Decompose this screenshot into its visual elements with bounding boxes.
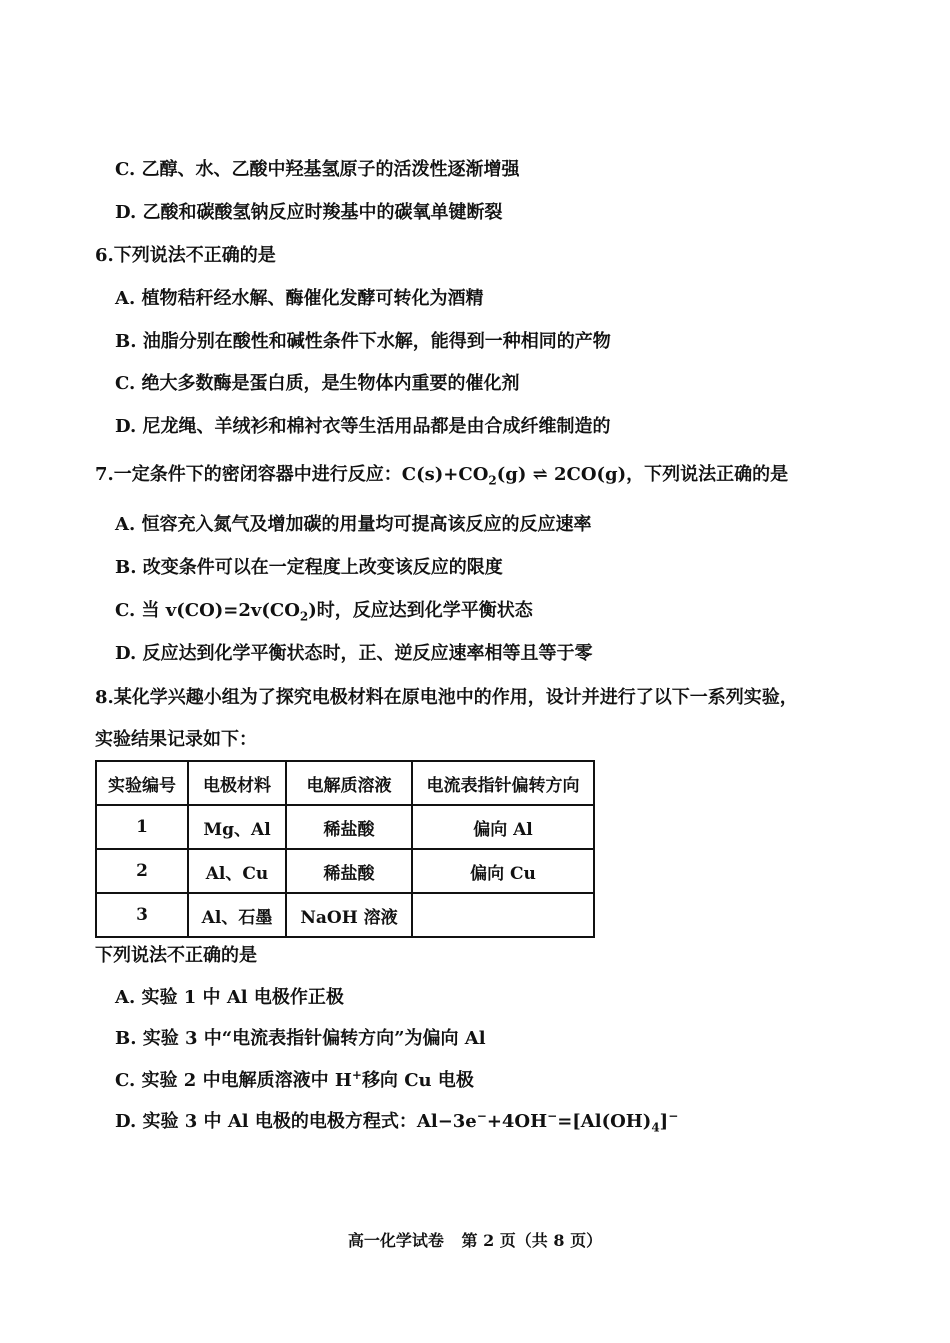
q8-d-sup3: − [668, 1109, 679, 1123]
q8-c-pre: C. 实验 2 中电解质溶液中 H [115, 1070, 352, 1091]
q7-c-pre: C. 当 v(CO)=2v(CO [115, 600, 300, 621]
page-footer [0, 1228, 950, 1251]
footer-page-number: 第 2 页（共 8 页） [461, 1231, 603, 1250]
q8-d-sup1: − [476, 1109, 487, 1123]
table-cell: 3 [96, 893, 188, 937]
q6-option-d: D. 尼龙绳、羊绒衫和棉衬衣等生活用品都是由合成纤维制造的 [115, 416, 611, 437]
q8-d-pre: D. 实验 3 中 Al 电极的电极方程式：Al−3e [115, 1111, 477, 1132]
q8-option-b: B. 实验 3 中“电流表指针偏转方向”为偏向 Al [115, 1028, 486, 1049]
q6-stem: 6.下列说法不正确的是 [95, 245, 276, 266]
q8-d-mid: +4OH [486, 1111, 548, 1132]
q5-option-d: D. 乙酸和碳酸氢钠反应时羧基中的碳氧单键断裂 [115, 202, 503, 223]
q8-d-sub: 4 [651, 1120, 660, 1135]
q6-option-c: C. 绝大多数酶是蛋白质，是生物体内重要的催化剂 [115, 373, 520, 394]
q7-option-a: A. 恒容充入氮气及增加碳的用量均可提高该反应的反应速率 [115, 514, 592, 535]
table-cell: 1 [96, 805, 188, 849]
table-cell: Mg、Al [188, 805, 286, 849]
table-cell: 偏向 Cu [412, 849, 594, 893]
q7-stem-post: (g) ⇌ 2CO(g)，下列说法正确的是 [496, 464, 789, 485]
q7-option-b: B. 改变条件可以在一定程度上改变该反应的限度 [115, 557, 503, 578]
table-cell [412, 893, 594, 937]
q8-d-post: ] [659, 1111, 669, 1132]
q8-option-c [115, 1069, 474, 1093]
table-cell: 稀盐酸 [286, 805, 412, 849]
q6-option-a: A. 植物秸秆经水解、酶催化发酵可转化为酒精 [115, 288, 484, 309]
table-cell: 稀盐酸 [286, 849, 412, 893]
table-cell: Al、Cu [188, 849, 286, 893]
table-header: 电极材料 [188, 761, 286, 805]
q7-stem-pre: 7.一定条件下的密闭容器中进行反应：C(s)+CO [95, 464, 489, 485]
table-row [96, 805, 594, 849]
q7-stem [95, 463, 788, 487]
table-cell: NaOH 溶液 [286, 893, 412, 937]
q8-question: 下列说法不正确的是 [95, 945, 257, 966]
q8-option-a: A. 实验 1 中 Al 电极作正极 [115, 987, 344, 1008]
q6-option-b: B. 油脂分别在酸性和碱性条件下水解，能得到一种相同的产物 [115, 331, 611, 352]
q7-c-post: )时，反应达到化学平衡状态 [308, 600, 533, 621]
q7-option-c [115, 599, 533, 623]
table-row [96, 893, 594, 937]
q7-option-d: D. 反应达到化学平衡状态时，正、逆反应速率相等且等于零 [115, 643, 593, 664]
q5-option-c: C. 乙醇、水、乙酸中羟基氢原子的活泼性逐渐增强 [115, 159, 520, 180]
q8-stem-line1: 8.某化学兴趣小组为了探究电极材料在原电池中的作用，设计并进行了以下一系列实验， [95, 687, 798, 708]
q7-c-sub: 2 [299, 609, 309, 624]
q8-c-sup: + [351, 1068, 362, 1082]
table-header: 电解质溶液 [286, 761, 412, 805]
table-cell: 偏向 Al [412, 805, 594, 849]
table-header: 实验编号 [96, 761, 188, 805]
q7-stem-sub: 2 [488, 473, 497, 488]
table-row [96, 849, 594, 893]
table-header: 电流表指针偏转方向 [412, 761, 594, 805]
q8-c-post: 移向 Cu 电极 [361, 1070, 474, 1091]
experiment-table [95, 760, 595, 938]
table-cell: Al、石墨 [188, 893, 286, 937]
footer-title: 高一化学试卷 [347, 1231, 444, 1250]
q8-option-d [115, 1110, 678, 1134]
table-cell: 2 [96, 849, 188, 893]
q8-d-sup2: − [547, 1109, 558, 1123]
q8-stem-line2: 实验结果记录如下： [95, 729, 257, 750]
table-header-row [96, 761, 594, 805]
q8-d-mid2: =[Al(OH) [557, 1111, 652, 1132]
